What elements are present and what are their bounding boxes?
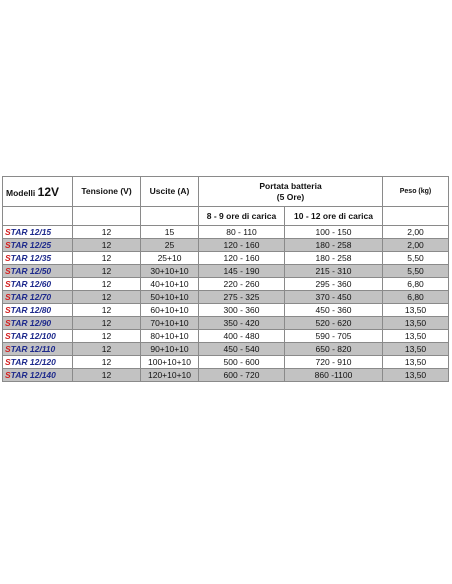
capacity-8-9-cell: 300 - 360 [199,304,285,317]
capacity-8-9-cell: 500 - 600 [199,356,285,369]
capacity-10-12-cell: 650 - 820 [285,343,383,356]
model-name: TAR 12/120 [10,356,56,367]
capacity-10-12-cell: 370 - 450 [285,291,383,304]
model-cell [3,278,73,291]
models-label: Modelli [6,187,36,198]
model-name: TAR 12/60 [10,278,52,289]
model-name: TAR 12/35 [10,252,52,263]
model-cell [3,291,73,304]
outputs-cell: 30+10+10 [141,265,199,278]
empty-cell [73,207,141,226]
model-cell [3,252,73,265]
charge-8-9-header: 8 - 9 ore di carica [199,207,285,226]
model-cell [3,239,73,252]
model-prefix: S [5,252,11,263]
capacity-8-9-cell: 350 - 420 [199,317,285,330]
model-prefix: S [5,291,11,302]
capacity-8-9-cell: 400 - 480 [199,330,285,343]
empty-cell [141,207,199,226]
capacity-10-12-cell: 180 - 258 [285,239,383,252]
voltage-cell: 12 [73,226,141,239]
model-prefix: S [5,317,11,328]
capacity-8-9-cell: 120 - 160 [199,252,285,265]
model-name: TAR 12/25 [10,239,52,250]
capacity-8-9-cell: 275 - 325 [199,291,285,304]
capacity-10-12-cell: 215 - 310 [285,265,383,278]
table-row [3,343,449,356]
outputs-cell: 60+10+10 [141,304,199,317]
weight-cell: 5,50 [383,252,449,265]
weight-header: Peso (kg) [383,177,449,207]
empty-cell [3,207,73,226]
outputs-cell: 50+10+10 [141,291,199,304]
models-voltage: 12V [37,184,60,199]
subheader-row [3,207,449,226]
weight-cell: 5,50 [383,265,449,278]
model-name: TAR 12/50 [10,265,52,276]
model-cell [3,226,73,239]
table-body [3,226,449,382]
voltage-cell: 12 [73,356,141,369]
voltage-cell: 12 [73,343,141,356]
model-prefix: S [5,343,11,354]
weight-cell: 13,50 [383,369,449,382]
capacity-8-9-cell: 220 - 260 [199,278,285,291]
model-prefix: S [5,239,11,250]
table-row [3,304,449,317]
table-row [3,252,449,265]
model-cell [3,369,73,382]
model-name: TAR 12/70 [10,291,52,302]
voltage-cell: 12 [73,369,141,382]
model-prefix: S [5,265,11,276]
battery-header [199,177,383,207]
weight-cell: 6,80 [383,291,449,304]
table-row [3,226,449,239]
model-cell [3,343,73,356]
weight-cell: 6,80 [383,278,449,291]
outputs-cell: 80+10+10 [141,330,199,343]
model-cell [3,265,73,278]
table-row [3,317,449,330]
outputs-cell: 70+10+10 [141,317,199,330]
voltage-cell: 12 [73,265,141,278]
outputs-cell: 15 [141,226,199,239]
capacity-10-12-cell: 295 - 360 [285,278,383,291]
capacity-8-9-cell: 80 - 110 [199,226,285,239]
table-row [3,278,449,291]
outputs-cell: 25 [141,239,199,252]
model-cell [3,317,73,330]
table-row [3,291,449,304]
capacity-10-12-cell: 520 - 620 [285,317,383,330]
capacity-10-12-cell: 100 - 150 [285,226,383,239]
voltage-cell: 12 [73,304,141,317]
model-prefix: S [5,226,11,237]
outputs-header: Uscite (A) [141,177,199,207]
model-prefix: S [5,369,11,380]
model-name: TAR 12/110 [10,343,56,354]
table-row [3,239,449,252]
capacity-8-9-cell: 120 - 160 [199,239,285,252]
weight-cell: 2,00 [383,239,449,252]
voltage-cell: 12 [73,317,141,330]
capacity-8-9-cell: 145 - 190 [199,265,285,278]
voltage-cell: 12 [73,278,141,291]
battery-title: Portata batteria [259,181,322,191]
charge-10-12-header: 10 - 12 ore di carica [285,207,383,226]
model-name: TAR 12/15 [10,226,52,237]
capacity-10-12-cell: 860 -1100 [285,369,383,382]
table-row [3,330,449,343]
weight-cell: 2,00 [383,226,449,239]
capacity-8-9-cell: 600 - 720 [199,369,285,382]
voltage-cell: 12 [73,330,141,343]
model-prefix: S [5,304,11,315]
model-prefix: S [5,278,11,289]
capacity-8-9-cell: 450 - 540 [199,343,285,356]
outputs-cell: 25+10 [141,252,199,265]
model-prefix: S [5,356,11,367]
weight-cell: 13,50 [383,304,449,317]
table-row [3,356,449,369]
capacity-10-12-cell: 590 - 705 [285,330,383,343]
capacity-10-12-cell: 450 - 360 [285,304,383,317]
battery-subtitle: (5 Ore) [276,191,305,202]
capacity-10-12-cell: 180 - 258 [285,252,383,265]
weight-cell: 13,50 [383,330,449,343]
table-row [3,369,449,382]
outputs-cell: 40+10+10 [141,278,199,291]
model-cell [3,304,73,317]
weight-cell: 13,50 [383,317,449,330]
voltage-cell: 12 [73,291,141,304]
model-cell [3,356,73,369]
header-row [3,177,449,207]
voltage-header: Tensione (V) [73,177,141,207]
model-name: TAR 12/90 [10,317,52,328]
outputs-cell: 100+10+10 [141,356,199,369]
voltage-cell: 12 [73,252,141,265]
model-name: TAR 12/140 [10,369,56,380]
voltage-cell: 12 [73,239,141,252]
model-prefix: S [5,330,11,341]
weight-cell: 13,50 [383,343,449,356]
empty-cell [383,207,449,226]
models-header [3,177,73,207]
model-name: TAR 12/100 [10,330,56,341]
table-row [3,265,449,278]
spec-table [2,176,449,382]
outputs-cell: 90+10+10 [141,343,199,356]
capacity-10-12-cell: 720 - 910 [285,356,383,369]
outputs-cell: 120+10+10 [141,369,199,382]
weight-cell: 13,50 [383,356,449,369]
model-name: TAR 12/80 [10,304,52,315]
model-cell [3,330,73,343]
